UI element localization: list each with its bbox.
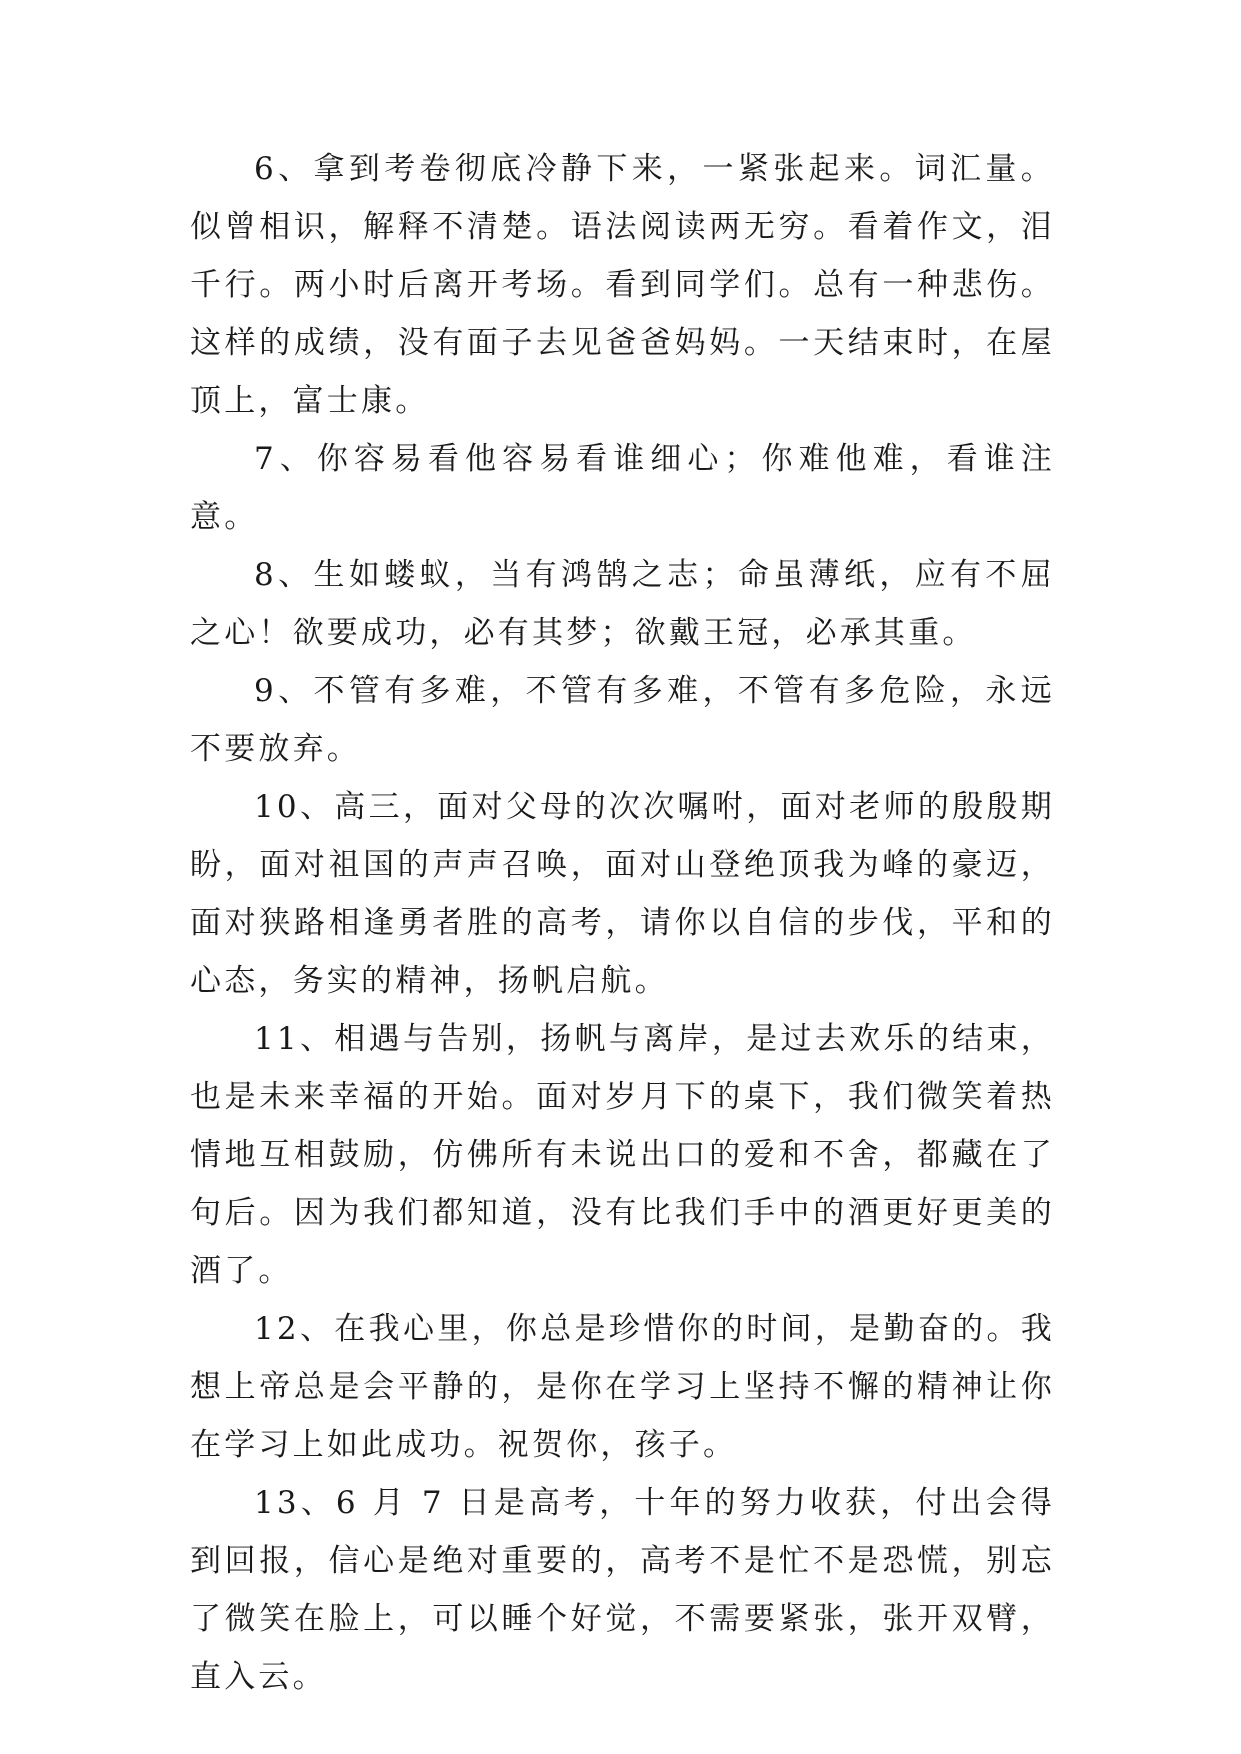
paragraph-6: 6、拿到考卷彻底冷静下来，一紧张起来。词汇量。似曾相识，解释不清楚。语法阅读两无穷。看着作文，泪千行。两小时后离开考场。看到同学们。总有一种悲伤。这样的成绩，没有面子去见爸爸妈妈。一天结束时，在屋顶上，富士康。 bbox=[190, 151, 1055, 419]
paragraph-8: 8、生如蝼蚁，当有鸿鹄之志；命虽薄纸，应有不屈之心！欲要成功，必有其梦；欲戴王冠，必承其重。 bbox=[190, 557, 1055, 651]
paragraph-7: 7、你容易看他容易看谁细心；你难他难，看谁注意。 bbox=[190, 441, 1055, 535]
paragraph-9: 9、不管有多难，不管有多难，不管有多危险，永远不要放弃。 bbox=[190, 673, 1055, 767]
paragraph-12: 12、在我心里，你总是珍惜你的时间，是勤奋的。我想上帝总是会平静的，是你在学习上坚持不懈的精神让你在学习上如此成功。祝贺你，孩子。 bbox=[190, 1311, 1055, 1463]
paragraph-13: 13、6 月 7 日是高考，十年的努力收获，付出会得到回报，信心是绝对重要的，高考不是忙不是恐慌，别忘了微笑在脸上，可以睡个好觉，不需要紧张，张开双臂，直入云。 bbox=[190, 1485, 1055, 1695]
paragraph-11: 11、相遇与告别，扬帆与离岸，是过去欢乐的结束，也是未来幸福的开始。面对岁月下的桌下，我们微笑着热情地互相鼓励，仿佛所有未说出口的爱和不舍，都藏在了句后。因为我们都知道，没有比我们手中的酒更好更美的酒了。 bbox=[190, 1021, 1055, 1289]
document-body bbox=[190, 140, 1055, 1706]
paragraph-10: 10、高三，面对父母的次次嘱咐，面对老师的殷殷期盼，面对祖国的声声召唤，面对山登绝顶我为峰的豪迈，面对狭路相逢勇者胜的高考，请你以自信的步伐，平和的心态，务实的精神，扬帆启航。 bbox=[190, 789, 1055, 999]
